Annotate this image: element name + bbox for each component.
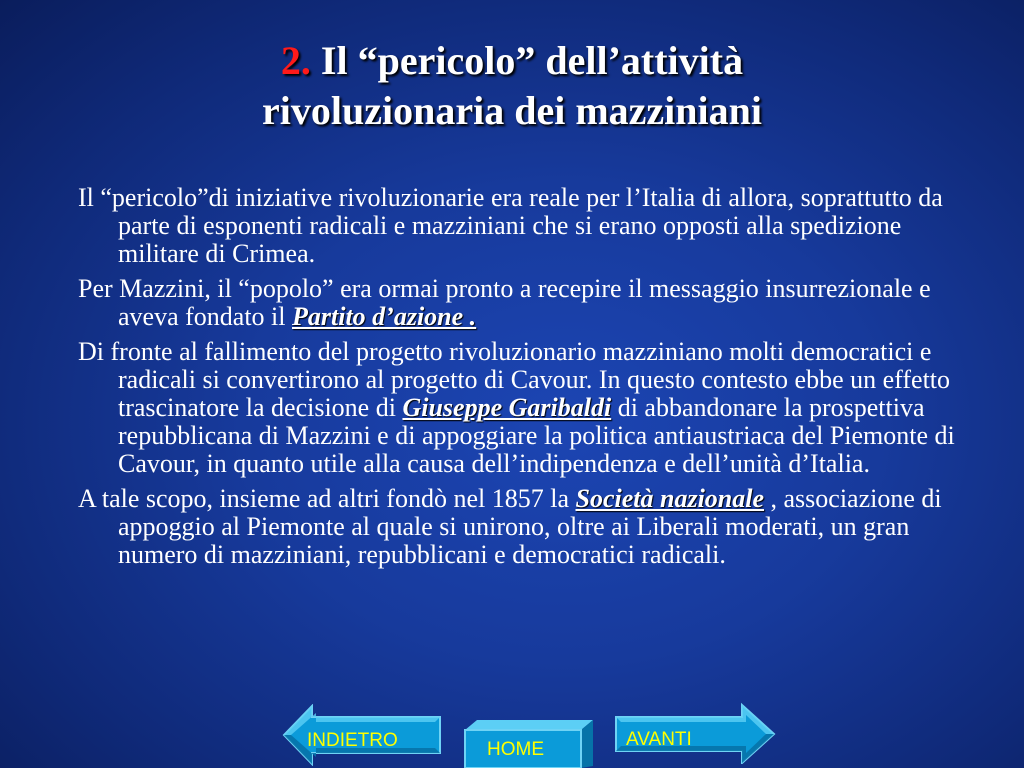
paragraph-1-text: Il “pericolo”di iniziative rivoluzionarie era reale per l’Italia di allora, soprattutto da parte di esponenti radicali e mazziniani che si erano opposti alla spedizione militare di Crimea. <box>78 183 943 268</box>
paragraph-3 <box>78 338 988 478</box>
paragraph-3-text-after: di abbandonare la prospettiva repubblicana di Mazzini e di appoggiare la politica antiaustriaca del Piemonte di Cavour, in quanto utile alla causa dell’indipendenza e dell’unità d’Italia. <box>118 393 955 478</box>
paragraph-1 <box>78 184 988 268</box>
slide-number: 2. <box>280 38 311 83</box>
paragraph-2 <box>78 275 988 331</box>
paragraph-4-text-before: A tale scopo, insieme ad altri fondò nel 1857 la <box>78 484 576 513</box>
home-button-label: HOME <box>487 739 544 760</box>
back-button[interactable] <box>282 704 442 766</box>
paragraph-4 <box>78 485 988 569</box>
title-line-2: rivoluzionaria dei mazziniani <box>262 88 762 133</box>
paragraph-4-text-after: , associazione di appoggio al Piemonte al quale si unirono, oltre ai Liberali moderati, un gran numero di mazziniani, repubblicani e democratici radicali. <box>118 484 942 569</box>
forward-button-label: AVANTI <box>626 729 692 750</box>
home-button[interactable] <box>463 718 595 768</box>
paragraph-2-text: Per Mazzini, il “popolo” era ormai pronto a recepire il messaggio insurrezionale e aveva fondato il <box>78 274 931 331</box>
slide-title <box>40 36 984 136</box>
back-button-label: INDIETRO <box>307 730 398 751</box>
paragraph-3-text-before: Di fronte al fallimento del progetto rivoluzionario mazziniano molti democratici e radicali si convertirono al progetto di Cavour. In questo contesto ebbe un effetto trascinatore la decisione di <box>78 337 951 422</box>
forward-button[interactable] <box>614 702 776 764</box>
societa-nazionale-link[interactable]: Società nazionale <box>575 484 765 513</box>
title-line-1: Il “pericolo” dell’attività <box>310 38 744 83</box>
slide-body <box>78 184 988 576</box>
partito-azione-link[interactable]: Partito d’azione . <box>292 302 477 331</box>
giuseppe-garibaldi-link[interactable]: Giuseppe Garibaldi <box>402 393 612 422</box>
